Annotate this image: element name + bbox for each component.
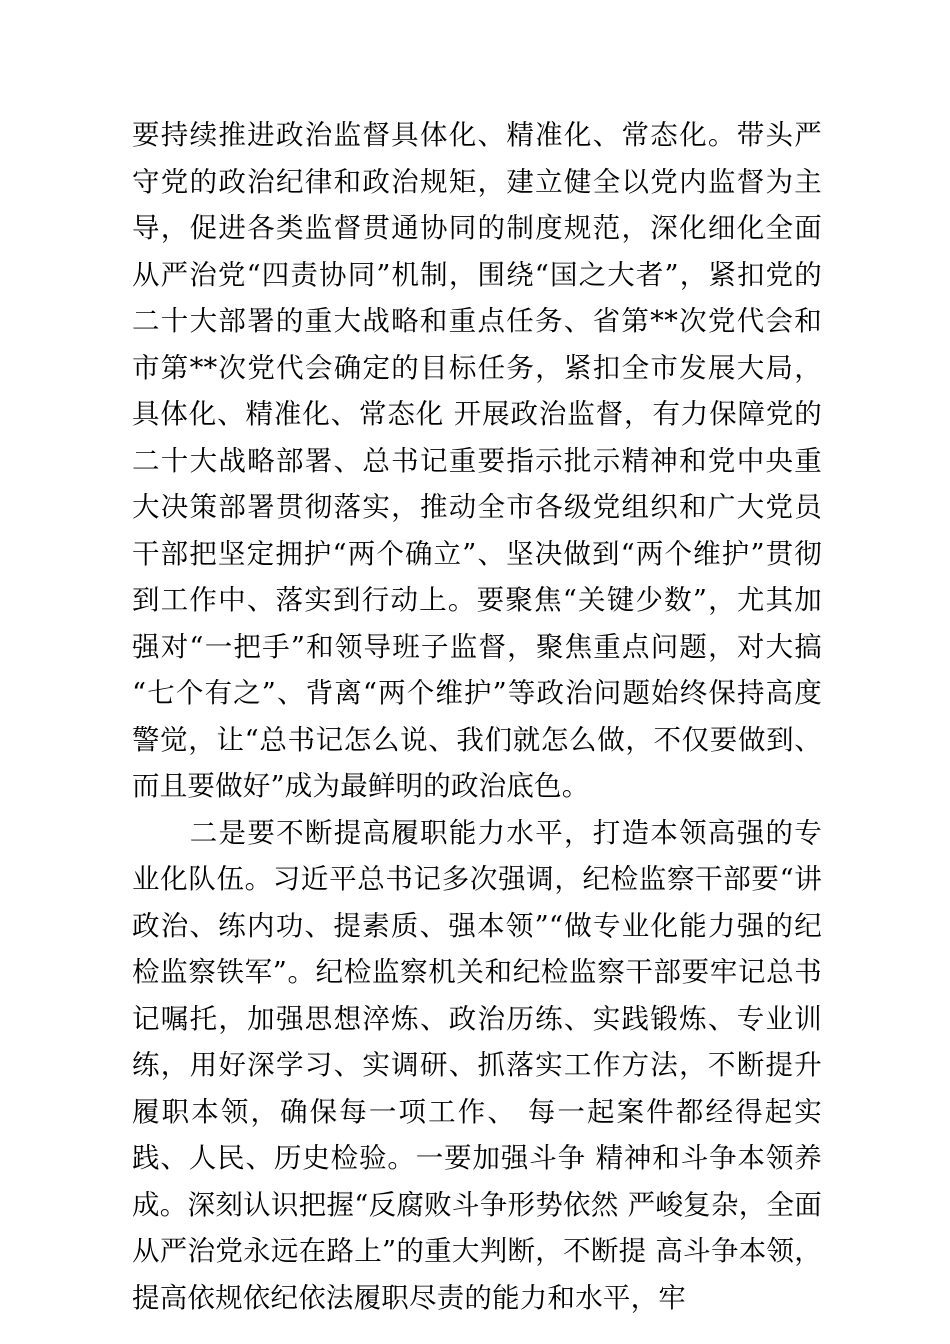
document-body	[132, 112, 822, 1321]
paragraph-1: 要持续推进政治监督具体化、精准化、常态化。带头严守党的政治纪律和政治规矩，建立健全以党内监督为主导，促进各类监督贯通协同的制度规范，深化细化全面从严治党“四责协同”机制，围绕“国之大者”，紧扣党的二十大部署的重大战略和重点任务、省第**次党代会和市第**次党代会确定的目标任务，紧扣全市发展大局，具体化、精准化、常态化 开展政治监督，有力保障党的二十大战略部署、总书记重要指示批示精神和党中央重大决策部署贯彻落实，推动全市各级党组织和广大党员干部把坚定拥护“两个确立”、坚决做到“两个维护”贯彻到工作中、落实到行动上。要聚焦“关键少数”，尤其加强对“一把手”和领导班子监督，聚焦重点问题，对大搞“七个有之”、背离“两个维护”等政治问题始终保持高度警觉，让“总书记怎么说、我们就怎么做，不仅要做到、而且要做好”成为最鲜明的政治底色。	[132, 119, 822, 802]
paragraph-2: 二是要不断提高履职能力水平，打造本领高强的专业化队伍。习近平总书记多次强调，纪检监察干部要“讲政治、练内功、提素质、强本领”“做专业化能力强的纪检监察铁军”。纪检监察机关和纪检监察干部要牢记总书记嘱托，加强思想淬炼、政治历练、实践锻炼、专业训练，用好深学习、实调研、抓落实工作方法，不断提升履职本领，确保每一项工作、 每一起案件都经得起实践、人民、历史检验。一要加强斗争 精神和斗争本领养成。深刻认识把握“反腐败斗争形势依然 严峻复杂，全面从严治党永远在路上”的重大判断，不断提 高斗争本领，提高依规依纪依法履职尽责的能力和水平，牢	[132, 816, 822, 1314]
